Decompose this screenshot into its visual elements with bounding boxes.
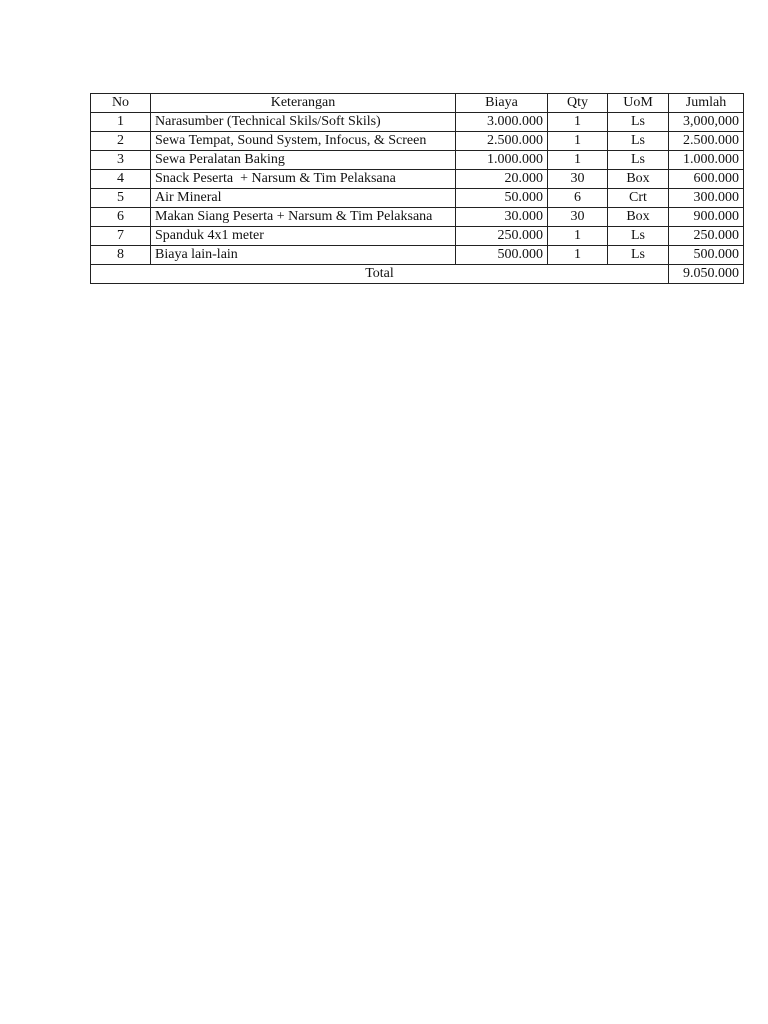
cell-jumlah: 3,000,000: [669, 113, 744, 132]
cell-keterangan: Makan Siang Peserta + Narsum & Tim Pelaksana: [151, 208, 456, 227]
header-biaya: Biaya: [456, 94, 548, 113]
cell-uom: Crt: [608, 189, 669, 208]
cell-biaya: 1.000.000: [456, 151, 548, 170]
cell-keterangan: Narasumber (Technical Skils/Soft Skils): [151, 113, 456, 132]
header-jumlah: Jumlah: [669, 94, 744, 113]
cell-qty: 30: [548, 208, 608, 227]
cell-biaya: 30.000: [456, 208, 548, 227]
cell-no: 7: [91, 227, 151, 246]
cell-jumlah: 2.500.000: [669, 132, 744, 151]
cell-qty: 6: [548, 189, 608, 208]
cell-uom: Ls: [608, 113, 669, 132]
cell-no: 2: [91, 132, 151, 151]
total-label: Total: [91, 265, 669, 284]
table-row: [91, 113, 744, 132]
cell-no: 8: [91, 246, 151, 265]
table-row: [91, 170, 744, 189]
total-row: [91, 265, 744, 284]
table-row: [91, 151, 744, 170]
cell-no: 1: [91, 113, 151, 132]
total-value: 9.050.000: [669, 265, 744, 284]
cell-no: 4: [91, 170, 151, 189]
cell-biaya: 20.000: [456, 170, 548, 189]
cell-keterangan: Air Mineral: [151, 189, 456, 208]
table-row: [91, 208, 744, 227]
header-no: No: [91, 94, 151, 113]
header-uom: UoM: [608, 94, 669, 113]
cell-jumlah: 250.000: [669, 227, 744, 246]
cell-biaya: 500.000: [456, 246, 548, 265]
cell-jumlah: 300.000: [669, 189, 744, 208]
cell-jumlah: 1.000.000: [669, 151, 744, 170]
cell-qty: 1: [548, 227, 608, 246]
cell-keterangan: Snack Peserta + Narsum & Tim Pelaksana: [151, 170, 456, 189]
cell-uom: Ls: [608, 132, 669, 151]
cell-uom: Ls: [608, 227, 669, 246]
cell-qty: 1: [548, 246, 608, 265]
table-row: [91, 132, 744, 151]
cell-uom: Ls: [608, 246, 669, 265]
cell-jumlah: 900.000: [669, 208, 744, 227]
cell-biaya: 2.500.000: [456, 132, 548, 151]
cell-no: 6: [91, 208, 151, 227]
cell-qty: 1: [548, 132, 608, 151]
cell-jumlah: 600.000: [669, 170, 744, 189]
cell-uom: Box: [608, 170, 669, 189]
cell-biaya: 50.000: [456, 189, 548, 208]
cell-qty: 1: [548, 151, 608, 170]
cell-keterangan: Biaya lain-lain: [151, 246, 456, 265]
cell-uom: Ls: [608, 151, 669, 170]
cell-jumlah: 500.000: [669, 246, 744, 265]
cell-qty: 1: [548, 113, 608, 132]
cell-uom: Box: [608, 208, 669, 227]
cell-qty: 30: [548, 170, 608, 189]
header-qty: Qty: [548, 94, 608, 113]
table-header: [91, 94, 744, 113]
table-row: [91, 227, 744, 246]
cell-keterangan: Sewa Peralatan Baking: [151, 151, 456, 170]
table-row: [91, 189, 744, 208]
cell-keterangan: Sewa Tempat, Sound System, Infocus, & Screen: [151, 132, 456, 151]
cell-biaya: 250.000: [456, 227, 548, 246]
cell-no: 3: [91, 151, 151, 170]
cell-no: 5: [91, 189, 151, 208]
table-body: [91, 113, 744, 284]
budget-table: [90, 93, 744, 284]
table-row: [91, 246, 744, 265]
header-row: [91, 94, 744, 113]
cell-biaya: 3.000.000: [456, 113, 548, 132]
header-keterangan: Keterangan: [151, 94, 456, 113]
cell-keterangan: Spanduk 4x1 meter: [151, 227, 456, 246]
